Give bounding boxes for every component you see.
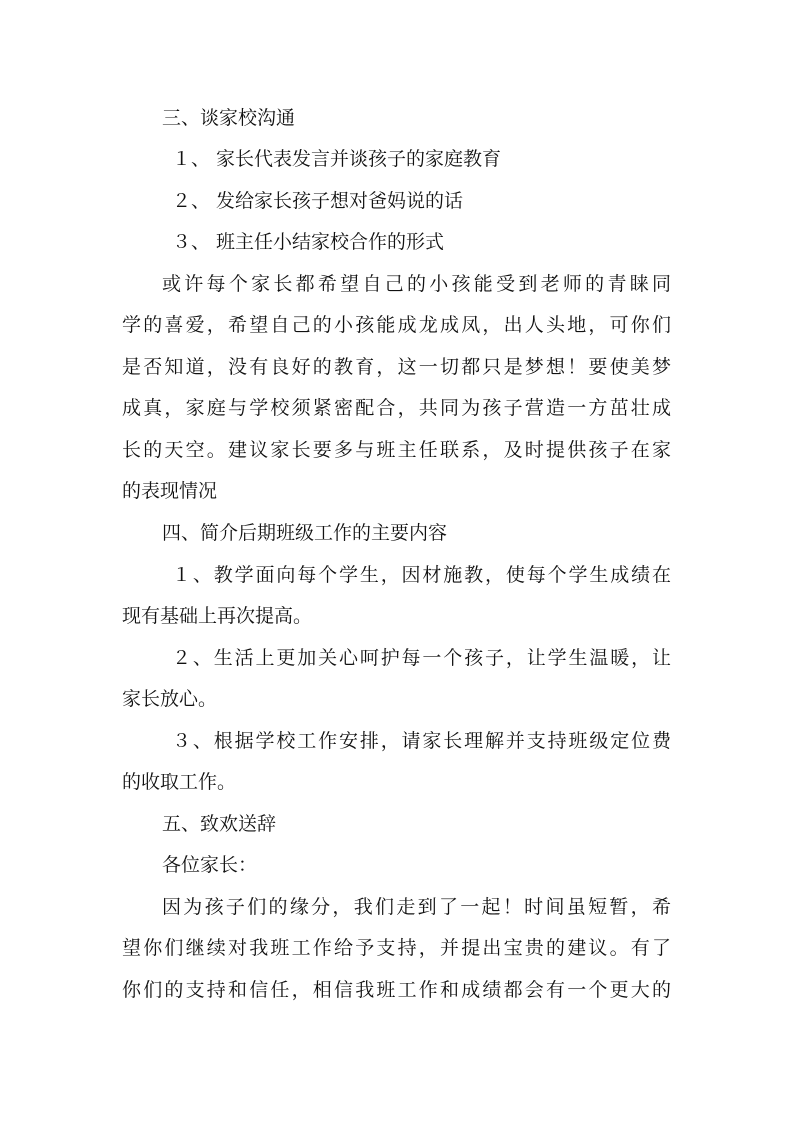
paragraph-line: 长的天空。建议家长要多与班主任联系，及时提供孩子在家 [122,439,671,461]
list-item: ３、 班主任小结家校合作的形式 [172,231,445,253]
paragraph-line: 的收取工作。 [122,771,237,793]
list-item: ２、 发给家长孩子想对爸妈说的话 [172,190,464,212]
paragraph-line: １、教学面向每个学生，因材施教，使每个学生成绩在 [172,564,671,586]
paragraph-line: ３、根据学校工作安排，请家长理解并支持班级定位费 [172,730,671,752]
paragraph-line: 望你们继续对我班工作给予支持，并提出宝贵的建议。有了 [122,937,671,959]
section-heading-5: 五、致欢送辞 [162,813,277,835]
section-heading-4: 四、简介后期班级工作的主要内容 [162,522,448,544]
salutation: 各位家长： [162,854,258,876]
paragraph-line: 成真，家庭与学校须紧密配合，共同为孩子营造一方茁壮成 [122,397,671,419]
paragraph-line: 学的喜爱，希望自己的小孩能成龙成凤，出人头地，可你们 [122,314,671,336]
paragraph-line: 或许每个家长都希望自己的小孩能受到老师的青睐同 [162,273,671,295]
section-heading-3: 三、谈家校沟通 [162,107,296,129]
paragraph-line: ２、生活上更加关心呵护每一个孩子，让学生温暖，让 [172,647,671,669]
paragraph-line: 是否知道，没有良好的教育，这一切都只是梦想！要使美梦 [122,356,671,378]
paragraph-line: 家长放心。 [122,688,218,710]
paragraph-line: 你们的支持和信任，相信我班工作和成绩都会有一个更大的 [122,979,671,1001]
paragraph-line: 因为孩子们的缘分，我们走到了一起！时间虽短暂，希 [162,896,671,918]
paragraph-line: 的表现情况 [122,480,218,502]
paragraph-line: 现有基础上再次提高。 [122,605,313,627]
list-item: １、 家长代表发言并谈孩子的家庭教育 [172,148,502,170]
